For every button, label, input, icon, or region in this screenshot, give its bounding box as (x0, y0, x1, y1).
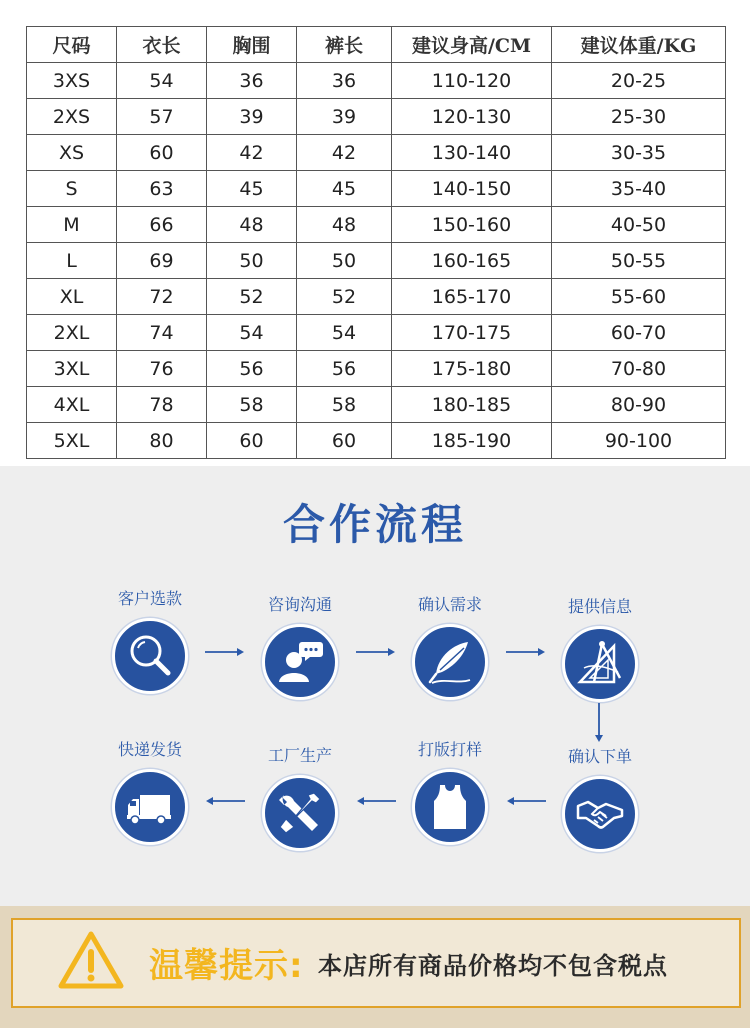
table-cell: 45 (207, 171, 297, 207)
table-cell: 66 (117, 207, 207, 243)
step-provide-info (525, 596, 675, 702)
table-cell: 120-130 (392, 99, 552, 135)
wrench-screwdriver-icon (274, 787, 326, 839)
table-cell: XS (27, 135, 117, 171)
table-cell: 56 (207, 351, 297, 387)
table-row (27, 243, 726, 279)
table-row (27, 99, 726, 135)
table-cell: M (27, 207, 117, 243)
step-label: 提供信息 (567, 597, 632, 616)
table-cell: 48 (297, 207, 392, 243)
table-cell: 50-55 (552, 243, 726, 279)
arrow-right (506, 646, 546, 658)
step-select-style (75, 588, 225, 694)
table-cell: 180-185 (392, 387, 552, 423)
table-row (27, 171, 726, 207)
table-cell: 56 (297, 351, 392, 387)
table-cell: 35-40 (552, 171, 726, 207)
table-cell: 170-175 (392, 315, 552, 351)
step-label: 咨询沟通 (267, 595, 332, 614)
tip-heading: 温馨提示: (149, 946, 304, 986)
table-cell: 30-35 (552, 135, 726, 171)
table-cell: S (27, 171, 117, 207)
process-title: 合作流程 (282, 500, 467, 549)
step-label: 确认需求 (417, 595, 482, 614)
table-cell: 42 (207, 135, 297, 171)
tip-text: 本店所有商品价格均不包含税点 (318, 952, 668, 980)
table-cell: 76 (117, 351, 207, 387)
table-cell: 140-150 (392, 171, 552, 207)
arrow-left (205, 795, 245, 807)
table-cell: 52 (297, 279, 392, 315)
table-header-row (27, 27, 726, 63)
cooperation-process (0, 466, 750, 906)
table-cell: 80 (117, 423, 207, 459)
table-cell: 50 (207, 243, 297, 279)
table-cell: 25-30 (552, 99, 726, 135)
table-cell: 2XS (27, 99, 117, 135)
handshake-icon (574, 788, 626, 840)
table-row (27, 135, 726, 171)
table-cell: 54 (297, 315, 392, 351)
step-label: 工厂生产 (267, 746, 332, 765)
magnifier-icon (124, 630, 176, 682)
table-cell: 3XS (27, 63, 117, 99)
table-cell: 63 (117, 171, 207, 207)
table-cell: L (27, 243, 117, 279)
table-cell: 36 (207, 63, 297, 99)
table-cell: 50 (297, 243, 392, 279)
table-cell: 72 (117, 279, 207, 315)
table-cell: 45 (297, 171, 392, 207)
drafting-tools-icon (574, 638, 626, 690)
table-cell: 78 (117, 387, 207, 423)
header-chest: 胸围 (207, 27, 297, 63)
table-cell: 36 (297, 63, 392, 99)
table-cell: 3XL (27, 351, 117, 387)
table-row (27, 351, 726, 387)
table-cell: 2XL (27, 315, 117, 351)
table-cell: 60-70 (552, 315, 726, 351)
step-consult (225, 594, 375, 700)
table-cell: 60 (207, 423, 297, 459)
table-cell: 4XL (27, 387, 117, 423)
warm-tip-banner (0, 906, 750, 1028)
header-size: 尺码 (27, 27, 117, 63)
size-chart (0, 0, 750, 466)
table-cell: 52 (207, 279, 297, 315)
table-cell: 185-190 (392, 423, 552, 459)
table-cell: 20-25 (552, 63, 726, 99)
table-cell: 150-160 (392, 207, 552, 243)
step-confirm-needs (375, 594, 525, 700)
step-sampling (375, 739, 525, 845)
header-pants-length: 裤长 (297, 27, 392, 63)
table-cell: 60 (297, 423, 392, 459)
header-height: 建议身高/CM (392, 27, 552, 63)
table-row (27, 279, 726, 315)
table-cell: 90-100 (552, 423, 726, 459)
table-cell: 70-80 (552, 351, 726, 387)
step-label: 快递发货 (117, 740, 182, 759)
table-cell: 130-140 (392, 135, 552, 171)
size-table (26, 26, 726, 459)
table-cell: 48 (207, 207, 297, 243)
table-cell: 54 (207, 315, 297, 351)
table-cell: 54 (117, 63, 207, 99)
table-cell: 5XL (27, 423, 117, 459)
step-label: 确认下单 (567, 747, 632, 766)
table-row (27, 63, 726, 99)
table-cell: 58 (297, 387, 392, 423)
table-cell: 58 (207, 387, 297, 423)
arrow-left (506, 795, 546, 807)
step-label: 打版打样 (417, 740, 482, 759)
table-cell: 110-120 (392, 63, 552, 99)
table-cell: 175-180 (392, 351, 552, 387)
warning-triangle-icon (57, 930, 125, 992)
table-cell: 57 (117, 99, 207, 135)
table-row (27, 387, 726, 423)
table-cell: 74 (117, 315, 207, 351)
table-row (27, 207, 726, 243)
arrow-left (356, 795, 396, 807)
feather-pen-icon (424, 636, 476, 688)
table-row (27, 423, 726, 459)
header-weight: 建议体重/KG (552, 27, 726, 63)
table-cell: 40-50 (552, 207, 726, 243)
step-label: 客户选款 (117, 589, 182, 608)
table-cell: 42 (297, 135, 392, 171)
table-cell: 69 (117, 243, 207, 279)
delivery-truck-icon (124, 781, 176, 833)
table-cell: XL (27, 279, 117, 315)
header-length: 衣长 (117, 27, 207, 63)
table-cell: 165-170 (392, 279, 552, 315)
table-cell: 60 (117, 135, 207, 171)
support-chat-icon (274, 636, 326, 688)
tank-top-icon (424, 781, 476, 833)
arrow-right (205, 646, 245, 658)
arrow-right (356, 646, 396, 658)
table-row (27, 315, 726, 351)
table-cell: 39 (207, 99, 297, 135)
table-cell: 39 (297, 99, 392, 135)
table-cell: 55-60 (552, 279, 726, 315)
step-ship (75, 739, 225, 845)
table-cell: 80-90 (552, 387, 726, 423)
step-confirm-order (525, 746, 675, 852)
step-factory-production (225, 745, 375, 851)
table-cell: 160-165 (392, 243, 552, 279)
arrow-down (593, 703, 605, 743)
